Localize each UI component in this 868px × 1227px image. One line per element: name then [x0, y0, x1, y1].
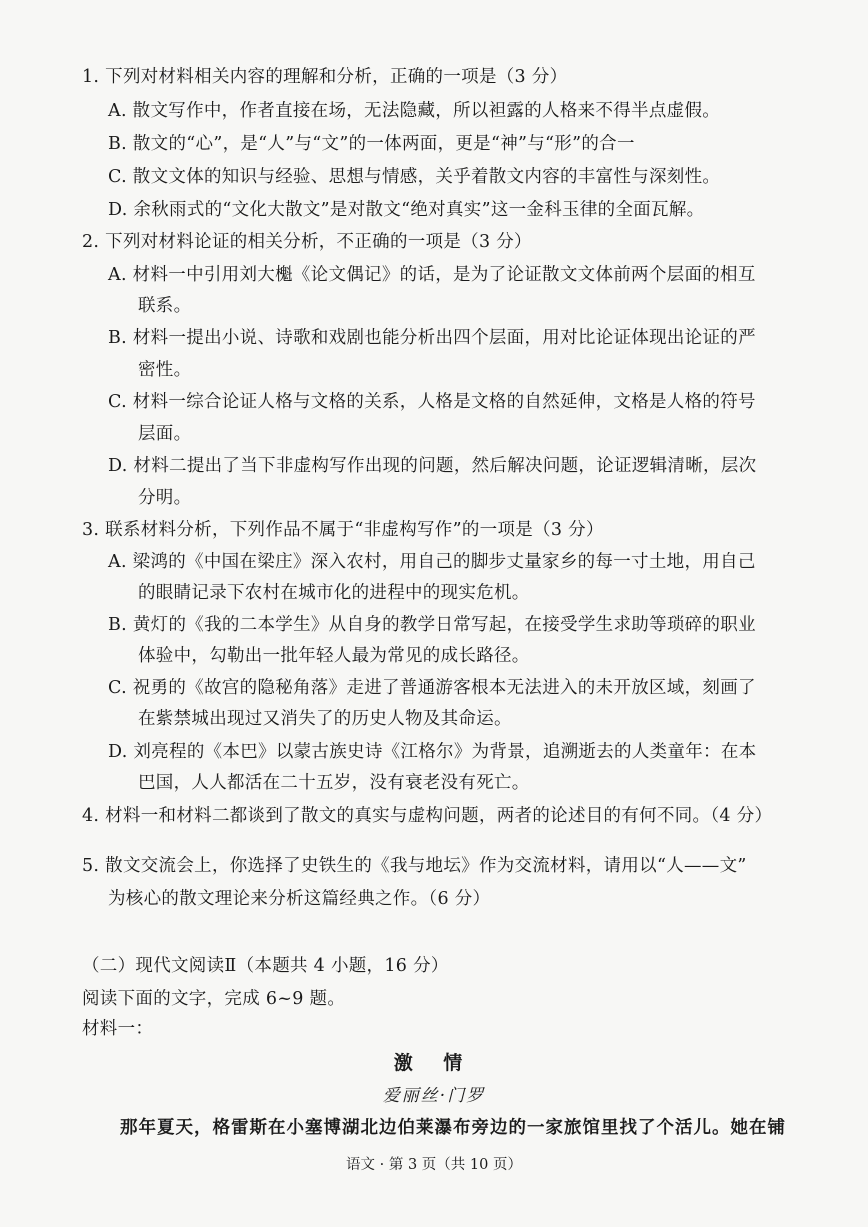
- question-2-option-b-cont: 密性。: [138, 360, 192, 380]
- question-3-option-c-cont: 在紫禁城出现过又消失了的历史人物及其命运。: [138, 709, 512, 729]
- question-1-option-d: D. 余秋雨式的“文化大散文”是对散文“绝对真实”这一金科玉律的全面瓦解。: [108, 200, 705, 220]
- question-3-stem: 3. 联系材料分析，下列作品不属于“非虚构写作”的一项是（3 分）: [82, 520, 604, 540]
- question-2-option-c: C. 材料一综合论证人格与文格的关系，人格是文格的自然延伸，文格是人格的符号: [108, 392, 756, 412]
- question-1-option-b: B. 散文的“心”，是“人”与“文”的一体两面，更是“神”与“形”的合一: [108, 134, 635, 154]
- question-3-option-c: C. 祝勇的《故宫的隐秘角落》走进了普通游客根本无法进入的未开放区域，刻画了: [108, 678, 756, 698]
- question-5-line-1: 5. 散文交流会上，你选择了史铁生的《我与地坛》作为交流材料，请用以“人——文”: [82, 856, 747, 876]
- story-title: 激 情: [393, 1052, 475, 1074]
- question-4-stem: 4. 材料一和材料二都谈到了散文的真实与虚构问题，两者的论述目的有何不同。（4 分）: [82, 806, 773, 826]
- question-3-option-a: A. 梁鸿的《中国在梁庄》深入农村，用自己的脚步丈量家乡的每一寸土地，用自己: [108, 552, 756, 572]
- page-footer: 语文 · 第 3 页（共 10 页）: [346, 1157, 522, 1173]
- question-2-option-d-cont: 分明。: [138, 488, 192, 508]
- question-2-stem: 2. 下列对材料论证的相关分析，不正确的一项是（3 分）: [82, 232, 532, 252]
- material-label: 材料一：: [82, 1019, 154, 1039]
- story-author: 爱丽丝·门罗: [382, 1086, 486, 1106]
- question-3-option-d-cont: 巴国，人人都活在二十五岁，没有衰老没有死亡。: [138, 773, 530, 793]
- question-3-option-d: D. 刘亮程的《本巴》以蒙古族史诗《江格尔》为背景，追溯逝去的人类童年：在本: [108, 742, 757, 762]
- question-3-option-b-cont: 体验中，勾勒出一批年轻人最为常见的成长路径。: [138, 646, 530, 666]
- question-1-stem: 1. 下列对材料相关内容的理解和分析，正确的一项是（3 分）: [82, 67, 568, 87]
- section-heading: （二）现代文阅读Ⅱ（本题共 4 小题，16 分）: [82, 956, 449, 976]
- question-2-option-a: A. 材料一中引用刘大櫆《论文偶记》的话，是为了论证散文文体前两个层面的相互: [108, 265, 756, 285]
- question-1-option-c: C. 散文文体的知识与经验、思想与情感，关乎着散文内容的丰富性与深刻性。: [108, 167, 721, 187]
- question-3-option-b: B. 黄灯的《我的二本学生》从自身的教学日常写起，在接受学生求助等琐碎的职业: [108, 615, 756, 635]
- section-instruction: 阅读下面的文字，完成 6~9 题。: [82, 989, 346, 1009]
- story-first-line: 那年夏天，格雷斯在小塞博湖北边伯莱瀑布旁边的一家旅馆里找了个活儿。她在铺: [120, 1118, 786, 1138]
- question-2-option-c-cont: 层面。: [138, 424, 192, 444]
- question-2-option-a-cont: 联系。: [138, 296, 192, 316]
- question-3-option-a-cont: 的眼睛记录下农村在城市化的进程中的现实危机。: [138, 583, 530, 603]
- question-1-option-a: A. 散文写作中，作者直接在场，无法隐藏，所以袒露的人格来不得半点虚假。: [108, 101, 721, 121]
- question-2-option-d: D. 材料二提出了当下非虚构写作出现的问题，然后解决问题，论证逻辑清晰，层次: [108, 456, 757, 476]
- question-5-line-2: 为核心的散文理论来分析这篇经典之作。（6 分）: [108, 889, 491, 909]
- question-2-option-b: B. 材料一提出小说、诗歌和戏剧也能分析出四个层面，用对比论证体现出论证的严: [108, 328, 756, 348]
